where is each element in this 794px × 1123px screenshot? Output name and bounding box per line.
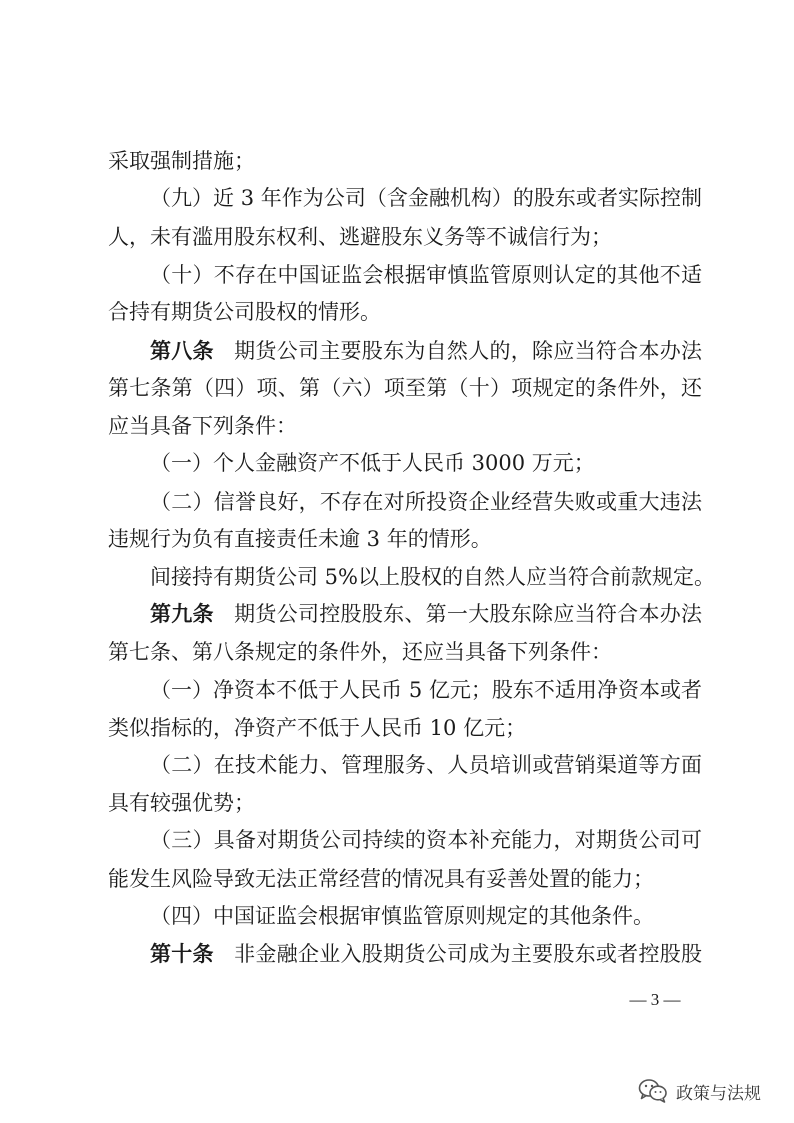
- paragraph-line: 采取强制措施；: [108, 149, 255, 173]
- paragraph-line: 第七条第（四）项、第（六）项至第（十）项规定的条件外，还: [108, 376, 702, 400]
- page-number: — 3 —: [629, 990, 681, 1009]
- article-text: 非金融企业入股期货公司成为主要股东或者控股股: [233, 942, 703, 966]
- article-text: 期货公司控股股东、第一大股东除应当符合本办法: [233, 602, 703, 626]
- article-title: 第十条: [150, 941, 214, 966]
- article-10-line: [150, 939, 702, 969]
- paragraph-line: 违规行为负有直接责任未逾 3 年的情形。: [108, 527, 492, 551]
- paragraph-line: 间接持有期货公司 5%以上股权的自然人应当符合前款规定。: [150, 565, 715, 589]
- paragraph-line: 人，未有滥用股东权利、逃避股东义务等不诚信行为；: [108, 225, 612, 249]
- paragraph-line: 类似指标的，净资产不低于人民币 10 亿元；: [108, 716, 527, 740]
- article-title: 第八条: [150, 338, 214, 363]
- watermark-text: 政策与法规: [676, 1083, 761, 1104]
- paragraph-line: （九）近 3 年作为公司（含金融机构）的股东或者实际控制: [150, 186, 702, 210]
- paragraph-line: 第七条、第八条规定的条件外，还应当具备下列条件：: [108, 640, 612, 664]
- paragraph-line: （四）中国证监会根据审慎监管原则规定的其他条件。: [150, 904, 654, 928]
- article-9-line: [150, 599, 702, 629]
- article-title: 第九条: [150, 601, 214, 626]
- paragraph-line: （二）在技术能力、管理服务、人员培训或营销渠道等方面: [150, 753, 702, 777]
- paragraph-line: 合持有期货公司股权的情形。: [108, 300, 381, 324]
- paragraph-line: 应当具备下列条件：: [108, 414, 297, 438]
- article-text: 期货公司主要股东为自然人的，除应当符合本办法: [233, 339, 703, 363]
- paragraph-line: 具有较强优势；: [108, 791, 255, 815]
- wechat-watermark: [638, 1075, 761, 1107]
- paragraph-line: 能发生风险导致无法正常经营的情况具有妥善处置的能力；: [108, 867, 654, 891]
- paragraph-line: （二）信誉良好，不存在对所投资企业经营失败或重大违法: [150, 490, 702, 514]
- paragraph-line: （一）净资本不低于人民币 5 亿元；股东不适用净资本或者: [150, 678, 702, 702]
- paragraph-line: （三）具备对期货公司持续的资本补充能力，对期货公司可: [150, 828, 702, 852]
- paragraph-line: （一）个人金融资产不低于人民币 3000 万元；: [150, 451, 595, 475]
- paragraph-line: （十）不存在中国证监会根据审慎监管原则认定的其他不适: [150, 263, 702, 287]
- wechat-icon: [638, 1078, 668, 1104]
- article-8-line: [150, 336, 702, 366]
